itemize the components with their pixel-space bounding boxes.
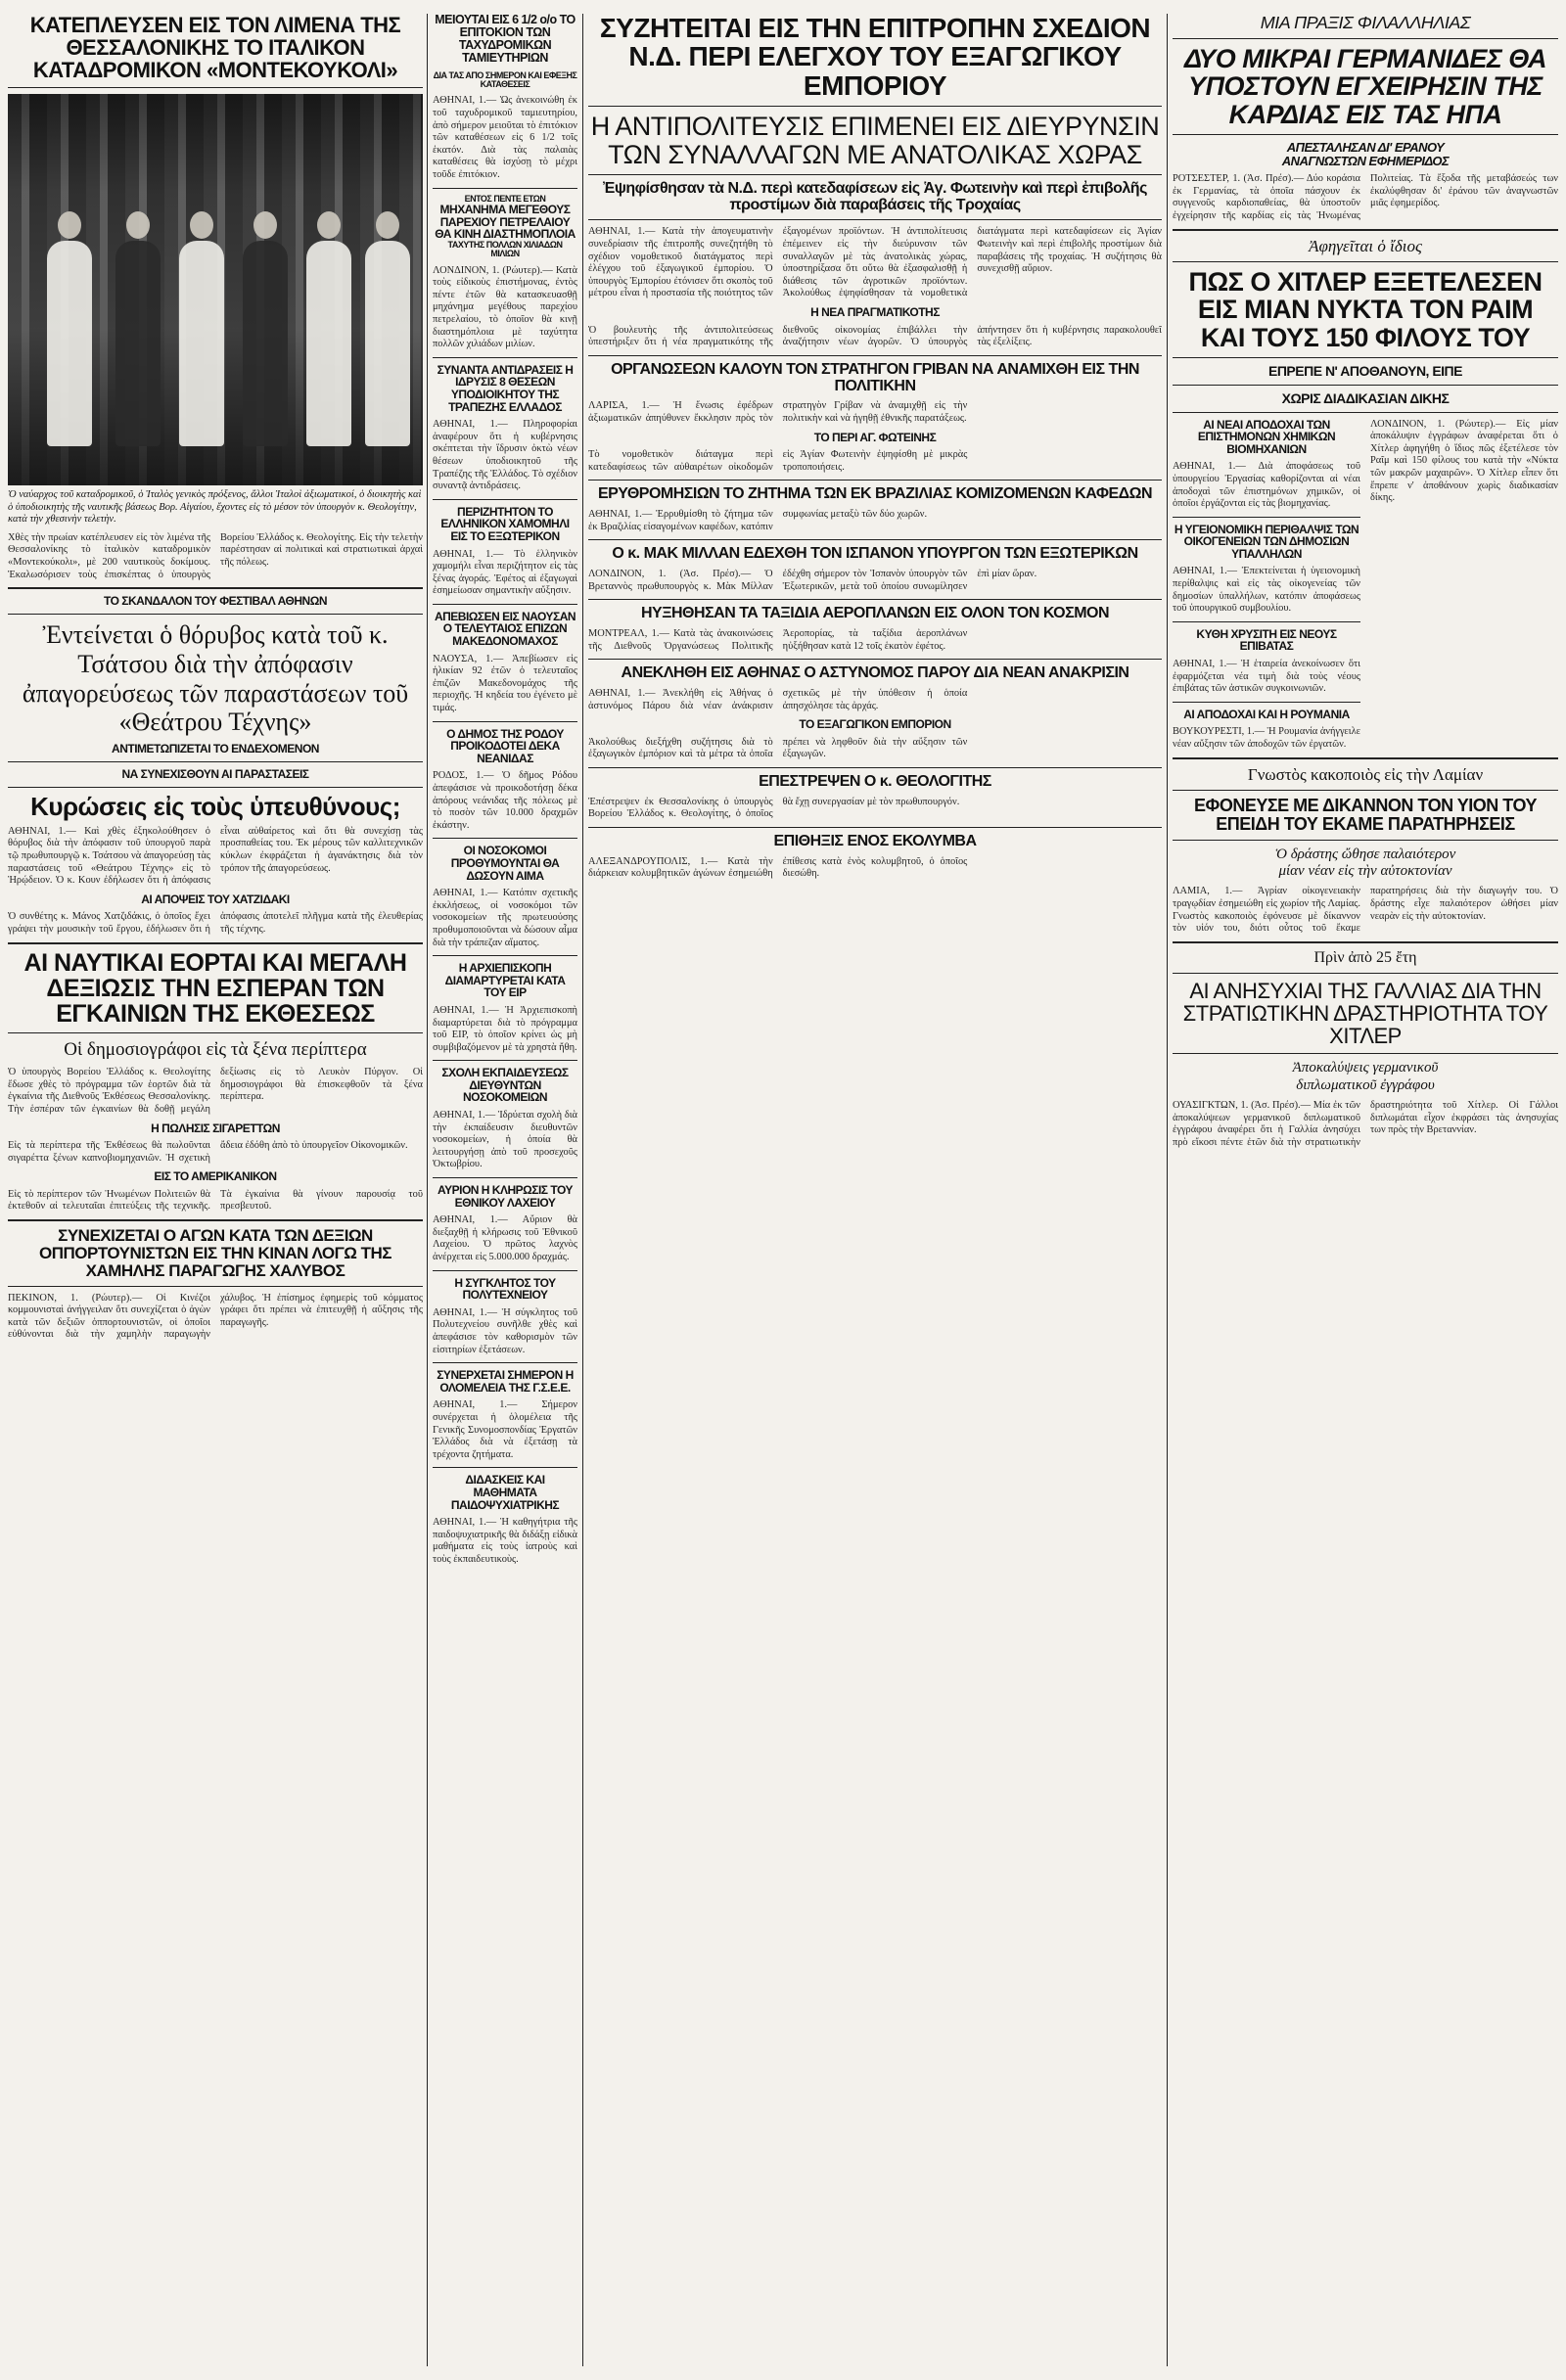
subhead-hadjidakis: ΑΙ ΑΠΟΨΕΙΣ ΤΟΥ ΧΑΤΖΙΔΑΚΙ [141,892,290,906]
subhead: ΤΟ ΕΞΑΓΩΓΙΚΟΝ ΕΜΠΟΡΙΟΝ [799,717,951,732]
headline-tsatsos: Ἐντείνεται ὁ θόρυβος κατὰ τοῦ κ. Τσάτσου διὰ τὴν ἀπόφασιν ἀπαγορεύσεως τῶν παραστάσεων τοῦ «Θεάτρου Τέχνης» [22,619,409,737]
article-text: ΑΘΗΝΑΙ, 1.— Τὸ ἑλληνικὸν χαμομήλι εἶναι περιζήτητον εἰς τὰς ξένας ἀγοράς. Ἐφέτος αἱ ἐξαγωγαὶ ἐσημείωσαν σημαντικὴν αὔξησιν. [433,548,577,597]
headline-health-care: Η ΥΓΕΙΟΝΟΜΙΚΗ ΠΕΡΙΘΑΛΨΙΣ ΤΩΝ ΟΙΚΟΓΕΝΕΙΩΝ ΤΩΝ ΔΗΜΟΣΙΩΝ ΥΠΑΛΛΗΛΩΝ [1174,522,1359,561]
article-text: ΑΘΗΝΑΙ, 1.— Κατὰ τὴν ἀπογευματινὴν συνεδρίασιν τῆς ἐπιτροπῆς συνεζητήθη τὸ σχέδιον νομοθετικοῦ διατάγματος περὶ ἐλέγχου τοῦ ἐξαγωγικοῦ ἐμπορίου. Ὁ ὑπουργὸς Ἐμπορίου ἐτόνισεν ὅτι σκοπὸς τοῦ μέτρου εἶναι ἡ προστασία τῆς ποιότητος τῶν ἐξαγομένων προϊόντων. Ἡ ἀντιπολίτευσις ἐπέμεινεν εἰς τὴν διεύρυνσιν τῶν συναλλαγῶν μὲ τὰς ἀνατολικὰς χώρας, ὑποστηρίξασα ὅτι οὕτω θὰ ἐξασφαλισθῇ ἡ διάθεσις τῶν ἀγροτικῶν προϊόντων. Ἀκολούθως ἐψηφίσθησαν τὰ νομοθετικὰ διατάγματα περὶ κατεδαφίσεων εἰς Ἁγίαν Φωτεινὴν καὶ περὶ ἐπιβολῆς προστίμων διὰ παραβάσεις τῆς τροχαίας. Ἡ συζήτησις θὰ συνεχισθῇ αὔριον. [588,226,1162,299]
headline-hitler-roehm: ΠΩΣ Ο ΧΙΤΛΕΡ ΕΞΕΤΕΛΕΣΕΝ ΕΙΣ ΜΙΑΝ ΝΥΚΤΑ ΤΟΝ ΡΑΙΜ ΚΑΙ ΤΟΥΣ 150 ΦΙΛΟΥΣ ΤΟΥ [1188,267,1543,352]
headline-grivas: ΟΡΓΑΝΩΣΕΩΝ ΚΑΛΟΥΝ ΤΟΝ ΣΤΡΑΤΗΓΟΝ ΓΡΙΒΑΝ ΝΑ ΑΝΑΜΙΧΘΗ ΕΙΣ ΤΗΝ ΠΟΛΙΤΙΚΗΝ [611,360,1139,394]
article-text: ΑΘΗΝΑΙ, 1.— Καὶ χθὲς ἐξηκολούθησεν ὁ θόρυβος διὰ τὴν ἀπόφασιν τοῦ ὑπουργοῦ παρὰ τῷ πρωθυπουργῷ κ. Τσάτσου νὰ ἀπαγορεύσῃ τὰς παραστάσεις τοῦ «Θεάτρου Τέχνης» εἰς τὸ Ἡρῴδειον. Ὁ κ. Κουν ἐδήλωσεν ὅτι ἡ ἀπόφασις εἶναι αὐθαίρετος καὶ ὅτι θὰ συνεχίσῃ τὰς προσπαθείας του. Ἐκ μέρους τῶν καλλιτεχνικῶν κύκλων ἐκφράζεται ἡ ἀγανάκτησις διὰ τὸν τρόπον τῆς ἀπαγορεύσεως. [8,825,423,887]
article-text: Ἀκολούθως διεξήχθη συζήτησις διὰ τὸ ἐξαγωγικὸν ἐμπόριον καὶ τὰ μέτρα τὰ ὁποῖα πρέπει νὰ ληφθοῦν διὰ τὴν αὔξησιν τῶν ἐξαγωγῶν. [588,736,968,760]
subhead: Η ΝΕΑ ΠΡΑΓΜΑΤΙΚΟΤΗΣ [810,305,940,320]
headline-swimmer: ΕΠΙΘΗΞΙΣ ΕΝΟΣ ΕΚΟΛΥΜΒΑ [773,833,977,850]
subhead-american: ΕΙΣ ΤΟ ΑΜΕΡΙΚΑΝΙΚΟΝ [154,1169,277,1184]
article-text: ΑΘΗΝΑΙ, 1.— Πληροφορίαι ἀναφέρουν ὅτι ἡ κυβέρνησις σκέπτεται τὴν ἵδρυσιν ὀκτὼ νέων θέσεων ὑποδιοικητοῦ τῆς Τραπέζης τῆς Ἑλλάδος. Τὸ σχέδιον συναντᾷ ἀντιδράσεις. [433,419,577,492]
article-text: ΑΘΗΝΑΙ, 1.— Κατόπιν σχετικῆς ἐκκλήσεως, οἱ νοσοκόμοι τῶν νοσοκομείων τῆς πρωτευούσης προθυμοποιοῦνται νὰ δώσουν αἷμα διὰ τὴν τράπεζαν αἵματος. [433,888,577,948]
article-text: ΑΘΗΝΑΙ, 1.— Ἡ Ἀρχιεπισκοπὴ διαμαρτύρεται διὰ τὸ πρόγραμμα τοῦ ΕΙΡ, τὸ ὁποῖον κρίνει ὡς μὴ συμβιβαζόμενον μὲ τὰ χρηστὰ ἤθη. [433,1004,577,1053]
article-text: ΑΘΗΝΑΙ, 1.— Ἐπεκτείνεται ἡ ὑγειονομικὴ περίθαλψις καὶ εἰς τὰς οἰκογενείας τῶν δημοσίων ὑπαλλήλων, κατόπιν ἀποφάσεως τοῦ ὑπουργικοῦ συμβουλίου. [1173,566,1360,615]
subhead: ΕΠΡΕΠΕ Ν' ΑΠΟΘΑΝΟΥΝ, ΕΙΠΕ [1267,363,1463,380]
headline-rhodes: Ο ΔΗΜΟΣ ΤΗΣ ΡΟΔΟΥ ΠΡΟΙΚΟΔΟΤΕΙ ΔΕΚΑ ΝΕΑΝΙΔΑΣ [446,726,564,765]
headline-festival: ΤΟ ΣΚΑΝΔΑΛΟΝ ΤΟΥ ΦΕΣΤΙΒΑΛ ΑΘΗΝΩΝ [104,594,327,609]
article-text: Ὁ συνθέτης κ. Μάνος Χατζιδάκις, ὁ ὁποῖος ἔχει γράψει τὴν μουσικὴν τοῦ ἔργου, ἐδήλωσεν ὅτι ἡ ἀπόφασις ἀποτελεῖ πλῆγμα κατὰ τῆς ἐλευθερίας τῆς τέχνης. [8,911,423,935]
article-text: Εἰς τὰ περίπτερα τῆς Ἐκθέσεως θὰ πωλοῦνται σιγαρέττα ξένων καπνοβιομηχανιῶν. Ἡ σχετικὴ ἄδεια ἐδόθη ἀπὸ τὸ ὑπουργεῖον Οἰκονομικῶν. [8,1140,408,1164]
article-text: Ἐπέστρεψεν ἐκ Θεσσαλονίκης ὁ ὑπουργὸς Βορείου Ἑλλάδος κ. Θεολογίτης, ὁ ὁποῖος θὰ ἔχῃ συνεργασίαν μὲ τὸν πρωθυπουργόν. [588,796,960,820]
subhead: ΔΙΑ ΤΑΣ ΑΠΟ ΣΗΜΕΡΟΝ ΚΑΙ ΕΦΕΞΗΣ ΚΑΤΑΘΕΣΕΙΣ [433,69,577,89]
headline-lamia-murder: ΕΦΟΝΕΥΣΕ ΜΕ ΔΙΚΑΝΝΟΝ ΤΟΝ ΥΙΟΝ ΤΟΥ ΕΠΕΙΔΗ ΤΟΥ ΕΚΑΜΕ ΠΑΡΑΤΗΡΗΣΕΙΣ [1194,796,1537,835]
kicker-hitler: Ἀφηγεῖται ὁ ἴδιος [1309,236,1422,255]
headline-decrees: Ἐψηφίσθησαν τὰ Ν.Δ. περὶ κατεδαφίσεων εἰς Ἁγ. Φωτεινὴν καὶ περὶ ἐπιβολῆς προστίμων διὰ παραβάσεις τῆς Τροχαίας [603,179,1147,213]
headline-passengers: ΚΥΘΗ ΧΡΥΣΙΤΗ ΕΙΣ ΝΕΟΥΣ ΕΠΙΒΑΤΑΣ [1196,626,1337,654]
headline-opposition: Η ΑΝΤΙΠΟΛΙΤΕΥΣΙΣ ΕΠΙΜΕΝΕΙ ΕΙΣ ΔΙΕΥΡΥΝΣΙΝ ΤΩΝ ΣΥΝΑΛΛΑΓΩΝ ΜΕ ΑΝΑΤΟΛΙΚΑΣ ΧΩΡΑΣ [590,112,1160,169]
article-text: ΝΑΟΥΣΑ, 1.— Ἀπεβίωσεν εἰς ἡλικίαν 92 ἐτῶν ὁ τελευταῖος ἐπιζῶν Μακεδονομάχος τῆς περιοχῆς. Ἡ κηδεία του ἐγένετο μὲ τιμάς. [433,653,577,714]
article-text: ΟΥΑΣΙΓΚΤΩΝ, 1. (Ἀσ. Πρέσ).— Μία ἐκ τῶν ἀποκαλύψεων γερμανικοῦ διπλωματικοῦ ἐγγράφου ἀναφέρει ὅτι ἡ Γαλλία ἀνησύχει πρὸ εἴκοσι πέντε ἐτῶν διὰ τὴν στρατιωτικὴν δραστηριότητα τοῦ Χίτλερ. Οἱ Γάλλοι διπλωμάται εἶχον ἐκφράσει τὰς ἀνησυχίας των πρὸς τὴν Βρεταννίαν. [1173,1099,1558,1148]
headline-air-travel: ΗΥΞΗΘΗΣΑΝ ΤΑ ΤΑΞΙΔΙΑ ΑΕΡΟΠΛΑΝΩΝ ΕΙΣ ΟΛΟΝ ΤΟΝ ΚΟΣΜΟΝ [640,605,1110,622]
article-text: ΛΟΝΔΙΝΟΝ, 1. (Ρώυτερ).— Κατὰ τοὺς εἰδικοὺς ἐπιστήμονας, ἐντὸς πέντε ἐτῶν θὰ κατασκευασθῇ μηχάνημα μεγέθους παρεχίου πετρελαίου, τὸ ὁποῖον θὰ κινῇ διαστημόπλοια μὲ ταχύτητα πολλῶν χιλιάδων μιλίων. [433,264,577,350]
headline-spaceship: ΜΗΧΑΝΗΜΑ ΜΕΓΕΘΟΥΣ ΠΑΡΕΧΙΟΥ ΠΕΤΡΕΛΑΙΟΥ ΘΑ ΚΙΝΗ ΔΙΑΣΤΗΜΟΠΛΟΙΑ [435,202,576,242]
headline-theologitis: ΕΠΕΣΤΡΕΨΕΝ Ο κ. ΘΕΟΛΟΓΙΤΗΣ [759,773,991,791]
article-text: ΡΟΔΟΣ, 1.— Ὁ δῆμος Ρόδου ἀπεφάσισε νὰ προικοδοτήσῃ δέκα ἀπόρους νεάνιδας τῆς πόλεως μὲ τὸ ποσὸν τῶν 10.000 δραχμῶν ἑκάστην. [433,770,577,831]
article-text: Εἰς τὸ περίπτερον τῶν Ἡνωμένων Πολιτειῶν θὰ ἐκτεθοῦν αἱ τελευταῖαι ἐπιτεύξεις τῆς τεχνικῆς. Τὰ ἐγκαίνια θὰ γίνουν παρουσίᾳ τοῦ πρεσβευτοῦ. [8,1188,423,1213]
headline-bank: ΣΥΝΑΝΤΑ ΑΝΤΙΔΡΑΣΕΙΣ Η ΙΔΡΥΣΙΣ 8 ΘΕΣΕΩΝ ΥΠΟΔΙΟΙΚΗΤΟΥ ΤΗΣ ΤΡΑΠΕΖΗΣ ΕΛΛΑΔΟΣ [437,362,574,414]
photo-ceremony [8,94,423,485]
article-text: ΛΑΜΙΑ, 1.— Ἀγρίαν οἰκογενειακὴν τραγῳδίαν ἐσημειώθη εἰς χωρίον τῆς Λαμίας. Γνωστὸς κακοποιὸς ἐφόνευσε μὲ δίκαννον τὸν υἱόν του, διότι οὗτος τοῦ ἔκαμε παρατηρήσεις διὰ τὴν διαγωγήν του. Ὁ δράστης εἶχε παλαιότερον ὠθήσει μίαν νεαρὰν εἰς τὴν αὐτοκτονίαν. [1173,886,1558,935]
photo-caption: Ὁ ναύαρχος τοῦ καταδρομικοῦ, ὁ Ἰταλὸς γενικὸς πρόξενος, ἄλλοι Ἰταλοὶ ἀξιωματικοί, ὁ διοικητὴς καὶ ὁ ὑποδιοικητὴς τῆς ναυτικῆς βάσεως Βορ. Αἰγαίου, ἔχοντες εἰς τὸ μέσον τὸν ὑπουργὸν κ. Θεολογίτην, κατὰ τὴν χθεσινὴν τελετὴν. [8,489,422,526]
kicker-25-years: Πρὶν ἀπὸ 25 ἔτη [1313,948,1417,966]
subhead-1: ΑΝΤΙΜΕΤΩΠΙΖΕΤΑΙ ΤΟ ΕΝΔΕΧΟΜΕΝΟΝ [112,742,319,756]
headline-paros-police: ΑΝΕΚΛΗΘΗ ΕΙΣ ΑΘΗΝΑΣ Ο ΑΣΤΥΝΟΜΟΣ ΠΑΡΟΥ ΔΙΑ ΝΕΑΝ ΑΝΑΚΡΙΣΙΝ [621,664,1129,682]
subhead: ΧΩΡΙΣ ΔΙΑΔΙΚΑΣΙΑΝ ΔΙΚΗΣ [1281,389,1450,406]
article-text: ΑΘΗΝΑΙ, 1.— Σήμερον συνέρχεται ἡ ὁλομέλεια τῆς Γενικῆς Συνομοσπονδίας Ἐργατῶν Ἑλλάδος διὰ νὰ ἐξετάσῃ τὰ τρέχοντα ζητήματα. [433,1399,577,1460]
headline-naousa: ΑΠΕΒΙΩΣΕΝ ΕΙΣ ΝΑΟΥΣΑΝ Ο ΤΕΛΕΥΤΑΙΟΣ ΕΠΙΖΩΝ ΜΑΚΕΔΟΝΟΜΑΧΟΣ [434,609,576,649]
article-text: Ὁ βουλευτὴς τῆς ἀντιπολιτεύσεως ὑπεστήριξεν ὅτι ἡ νέα πραγματικότης τῆς διεθνοῦς οἰκονομίας ἐπιβάλλει τὴν ἀναζήτησιν νέων ἀγορῶν. Ὁ ὑπουργὸς ἀπήντησεν ὅτι ἡ κυβέρνησις παρακολουθεῖ τὰς ἐξελίξεις. [588,324,1162,348]
article-text: Τὸ νομοθετικὸν διάταγμα περὶ κατεδαφίσεως τῶν αὐθαιρέτων οἰκοδομῶν εἰς Ἁγίαν Φωτεινὴν ἐψηφίσθη μὲ μικρὰς τροποποιήσεις. [588,449,968,473]
article-text: ΑΛΕΞΑΝΔΡΟΥΠΟΛΙΣ, 1.— Κατὰ τὴν διάρκειαν κολυμβητικῶν ἀγώνων ἐσημειώθη ἐπίθεσις κατὰ ἑνὸς κολυμβητοῦ, ὁ ὁποῖος διεσώθη. [588,855,968,880]
kicker-lamia: Γνωστὸς κακοποιὸς εἰς τὴν Λαμίαν [1247,764,1484,784]
headline-china-steel: ΣΥΝΕΧΙΖΕΤΑΙ Ο ΑΓΩΝ ΚΑΤΑ ΤΩΝ ΔΕΞΙΩΝ ΟΠΠΟΡΤΟΥΝΙΣΤΩΝ ΕΙΣ ΤΗΝ ΚΙΝΑΝ ΛΟΓΩ ΤΗΣ ΧΑΜΗΛΗΣ ΠΑΡΑΓΩΓΗΣ ΧΑΛΥΒΟΣ [38,1226,392,1280]
article-text: ΑΘΗΝΑΙ, 1.— Ἡ σύγκλητος τοῦ Πολυτεχνείου συνῆλθε χθὲς καὶ ἀπεφάσισε τὸν καθορισμὸν τῶν εἰσιτηρίων ἐξετάσεων. [433,1306,577,1355]
article-text: ΡΟΤΣΕΣΤΕΡ, 1. (Ἀσ. Πρέσ).— Δύο κοράσια ἐκ Γερμανίας, τὰ ὁποῖα πάσχουν ἐκ συγγενοῦς καρδιοπαθείας, θὰ ὑποστοῦν ἐγχείρησιν τῆς καρδίας εἰς τὰς Ἡνωμένας Πολιτείας. Τὰ ἔξοδα τῆς μεταβάσεώς των ἐκαλύφθησαν δι' ἐράνου τῶν ἀναγνωστῶν μιᾶς ἐφημερίδος. [1173,173,1558,221]
column-2 [433,14,577,2366]
column-1 [8,14,423,2366]
headline-polytechnic: Η ΣΥΓΚΛΗΤΟΣ ΤΟΥ ΠΟΛΥΤΕΧΝΕΙΟΥ [454,1275,556,1303]
headline-romania: ΑΙ ΑΠΟΔΟΧΑΙ ΚΑΙ Η ΡΟΥΜΑΝΙΑ [1183,707,1350,721]
headline-export-control: ΣΥΖΗΤΕΙΤΑΙ ΕΙΣ ΤΗΝ ΕΠΙΤΡΟΠΗΝ ΣΧΕΔΙΟΝ Ν.Δ. ΠΕΡΙ ΕΛΕΓΧΟΥ ΤΟΥ ΕΞΑΓΩΓΙΚΟΥ ΕΜΠΟΡΙΟΥ [599,14,1151,101]
article-text: Χθὲς τὴν πρωίαν κατέπλευσεν εἰς τὸν λιμένα τῆς Θεσσαλονίκης τὸ ἰταλικὸν καταδρομικὸν «Μοντεκούκολι», μὲ 200 ναυτικοὺς δοκίμους. Ἐκαλωσόρισεν τοὺς ἐπισκέπτας ὁ ὑπουργὸς Βορείου Ἑλλάδος κ. Θεολογίτης. Εἰς τὴν τελετὴν παρέστησαν αἱ πολιτικαὶ καὶ στρατιωτικαὶ ἀρχαὶ τῆς πόλεως. [8,531,423,580]
article-text: ΑΘΗΝΑΙ, 1.— Ὡς ἀνεκοινώθη ἐκ τοῦ ταχυδρομικοῦ ταμιευτηρίου, ἀπὸ σήμερον μειοῦται τὸ ἐπιτόκιον τῶν καταθέσεων εἰς 6 1/2 τοῖς ἑκατόν. Διὰ τὰς παλαιὰς καταθέσεις θὰ ἰσχύσῃ τὸ μέχρι τοῦδε ἐπιτόκιον. [433,95,577,180]
subhead: ΤΟ ΠΕΡΙ ΑΓ. ΦΩΤΕΙΝΗΣ [813,430,937,444]
headline-gsee: ΣΥΝΕΡΧΕΤΑΙ ΣΗΜΕΡΟΝ Η ΟΛΟΜΕΛΕΙΑ ΤΗΣ Γ.Σ.Ε.Ε. [437,1368,574,1395]
subhead: ΑΝΑΓΝΩΣΤΩΝ ΕΦΗΜΕΡΙΔΟΣ [1281,153,1450,168]
article-text: Ὁ ὑπουργὸς Βορείου Ἑλλάδος κ. Θεολογίτης ἔδωσε χθὲς τὸ πρόγραμμα τῶν ἑορτῶν διὰ τὰ ἐγκαίνια τῆς Διεθνοῦς Ἐκθέσεως Θεσσαλονίκης. Τὴν ἑσπέραν τῶν ἐγκαινίων θὰ δοθῇ μεγάλη δεξίωσις εἰς τὸ Λευκὸν Πύργον. Οἱ δημοσιογράφοι θὰ ἐπισκεφθοῦν τὰ ξένα περίπτερα. [8,1067,423,1115]
headline-france-hitler: ΑΙ ΑΝΗΣΥΧΙΑΙ ΤΗΣ ΓΑΛΛΙΑΣ ΔΙΑ ΤΗΝ ΣΤΡΑΤΙΩΤΙΚΗΝ ΔΡΑΣΤΗΡΙΟΤΗΤΑ ΤΟΥ ΧΙΤΛΕΡ [1182,979,1548,1049]
headline-chemists: ΑΙ ΝΕΑΙ ΑΠΟΔΟΧΑΙ ΤΩΝ ΕΠΙΣΤΗΜΟΝΩΝ ΧΗΜΙΚΩΝ ΒΙΟΜΗΧΑΝΙΩΝ [1197,417,1336,456]
article-text: ΛΟΝΔΙΝΟΝ, 1. (Ρώυτερ).— Εἰς μίαν ἀποκάλυψιν ἐγγράφων ἀναφέρεται ὅτι ὁ Χίτλερ ἀφηγήθη ὁ ἴδιος πῶς ἐξετέλεσε τὸν Ραῖμ καὶ 150 φίλους του κατὰ τὴν «Νύκτα τῶν μακρῶν μαχαιρῶν». Ὁ Χίτλερ εἶπεν ὅτι ἔπρεπε ν' ἀποθάνουν χωρὶς διαδικασίαν δίκης. [1370,418,1558,504]
article-text: ΑΘΗΝΑΙ, 1.— Ἐρρυθμίσθη τὸ ζήτημα τῶν ἐκ Βραζιλίας εἰσαγομένων καφέδων, κατόπιν συμφωνίας μεταξὺ τῶν δύο χωρῶν. [588,509,928,532]
article-text: ΑΘΗΝΑΙ, 1.— Ἀνεκλήθη εἰς Ἀθήνας ὁ ἀστυνόμος Πάρου διὰ νέαν ἀνάκρισιν σχετικῶς μὲ τὴν ὑπόθεσιν ἡ ὁποία ἀπησχόλησε τὰς ἀρχάς. [588,688,968,711]
headline-nurses: ΟΙ ΝΟΣΟΚΟΜΟΙ ΠΡΟΘΥΜΟΥΝΤΑΙ ΘΑ ΔΩΣΟΥΝ ΑΙΜΑ [450,844,560,883]
headline-sanctions: Κυρώσεις εἰς τοὺς ὑπευθύνους; [30,791,400,821]
article-text: ΑΘΗΝΑΙ, 1.— Αὔριον θὰ διεξαχθῇ ἡ κλήρωσις τοῦ Ἐθνικοῦ Λαχείου. Ὁ πρῶτος λαχνὸς ἀνέρχεται εἰς 5.000.000 δραχμάς. [433,1214,577,1262]
headline-archdiocese: Η ΑΡΧΙΕΠΙΣΚΟΠΗ ΔΙΑΜΑΡΤΥΡΕΤΑΙ ΚΑΤΑ ΤΟΥ ΕΙΡ [444,961,566,1000]
subhead: ΤΑΧΥΤΗΣ ΠΟΛΛΩΝ ΧΙΛΙΑΔΩΝ ΜΙΛΙΩΝ [447,239,563,259]
subhead-cigarettes: Η ΠΩΛΗΣΙΣ ΣΙΓΑΡΕΤΤΩΝ [151,1121,280,1135]
headline-naval-celebrations: ΑΙ ΝΑΥΤΙΚΑΙ ΕΟΡΤΑΙ ΚΑΙ ΜΕΓΑΛΗ ΔΕΞΙΩΣΙΣ ΤΗΝ ΕΣΠΕΡΑΝ ΤΩΝ ΕΓΚΑΙΝΙΩΝ ΤΗΣ ΕΚΘΕΣΕΩΣ [23,948,407,1029]
article-text: ΜΟΝΤΡΕΑΛ, 1.— Κατὰ τὰς ἀνακοινώσεις τῆς Διεθνοῦς Ὀργανώσεως Πολιτικῆς Ἀεροπορίας, τὰ ταξίδια ἀεροπλάνων ηὐξήθησαν κατὰ 12 τοῖς ἑκατὸν ἐφέτος. [588,628,968,652]
headline-chamomile: ΠΕΡΙΖΗΤΗΤΟΝ ΤΟ ΕΛΛΗΝΙΚΟΝ ΧΑΜΟΜΗΛΙ ΕΙΣ ΤΟ ΕΞΩΤΕΡΙΚΟΝ [440,504,570,543]
column-3 [588,14,1162,2366]
headline-montecuccoli: ΚΑΤΕΠΛΕΥΣΕΝ ΕΙΣ ΤΟΝ ΛΙΜΕΝΑ ΤΗΣ ΘΕΣΣΑΛΟΝΙΚΗΣ ΤΟ ΙΤΑΛΙΚΟΝ ΚΑΤΑΔΡΟΜΙΚΟΝ «ΜΟΝΤΕΚΟΥΚΟΛΙ» [29,14,401,83]
subhead: Ἀποκαλύψεις γερμανικοῦ [1292,1060,1439,1076]
headline-german-girls: ΔΥΟ ΜΙΚΡΑΙ ΓΕΡΜΑΝΙΔΕΣ ΘΑ ΥΠΟΣΤΟΥΝ ΕΓΧΕΙΡΗΣΙΝ ΤΗΣ ΚΑΡΔΙΑΣ ΕΙΣ ΤΑΣ ΗΠΑ [1183,43,1547,129]
subhead: ΑΠΕΣΤΑΛΗΣΑΝ ΔΙ' ΕΡΑΝΟΥ [1286,139,1445,155]
article-text: ΑΘΗΝΑΙ, 1.— Διὰ ἀποφάσεως τοῦ ὑπουργείου Ἐργασίας καθορίζονται αἱ νέαι ἀποδοχαὶ τῶν ἐπιστημόνων χημικῶν, οἱ ὁποῖοι ἐργάζονται εἰς τὰς βιομηχανίας. [1173,461,1360,510]
column-4 [1173,14,1558,2366]
subhead: διπλωματικοῦ ἐγγράφου [1296,1076,1435,1093]
headline-hospital-school: ΣΧΟΛΗ ΕΚΠΑΙΔΕΥΣΕΩΣ ΔΙΕΥΘΥΝΤΩΝ ΝΟΣΟΚΟΜΕΙΩΝ [441,1066,569,1105]
headline-macmillan: Ο κ. ΜΑΚ ΜΙΛΛΑΝ ΕΔΕΧΘΗ ΤΟΝ ΙΣΠΑΝΟΝ ΥΠΟΥΡΓΟΝ ΤΩΝ ΕΞΩΤΕΡΙΚΩΝ [612,545,1138,563]
headline-journalists: Οἱ δημοσιογράφοι εἰς τὰ ξένα περίπτερα [64,1039,367,1061]
subhead: Ὁ δράστης ὤθησε παλαιότερον [1274,846,1456,862]
kicker-philanthropy: ΜΙΑ ΠΡΑΞΙΣ ΦΙΛΑΛΛΗΛΙΑΣ [1260,14,1471,32]
article-text: ΑΘΗΝΑΙ, 1.— Ἱδρύεται σχολὴ διὰ τὴν ἐκπαίδευσιν διευθυντῶν νοσοκομείων, ἡ ὁποία θὰ λειτουργήσῃ ἀπὸ τοῦ προσεχοῦς Ὀκτωβρίου. [433,1110,577,1170]
article-text: ΑΘΗΝΑΙ, 1.— Ἡ ἑταιρεία ἀνεκοίνωσεν ὅτι ἐφαρμόζεται νέα τιμὴ διὰ τοὺς νέους ἐπιβάτας τῶν ἀστικῶν συγκοινωνιῶν. [1173,659,1360,695]
article-text: ΑΘΗΝΑΙ, 1.— Ἡ καθηγήτρια τῆς παιδοψυχιατρικῆς θὰ διδάξῃ εἰδικὰ μαθήματα εἰς τοὺς ἰατροὺς καὶ τοὺς ἐκπαιδευτικοὺς. [433,1517,577,1565]
headline-brazil-coffee: ΕΡΥΘΡΟΜΗΣΙΩΝ ΤΟ ΖΗΤΗΜΑ ΤΩΝ ΕΚ ΒΡΑΖΙΛΙΑΣ ΚΟΜΙΖΟΜΕΝΩΝ ΚΑΦΕΔΩΝ [597,485,1153,503]
headline-savings-rate: ΜΕΙΟΥΤΑΙ ΕΙΣ 6 1/2 ο/ο ΤΟ ΕΠΙΤΟΚΙΟΝ ΤΩΝ ΤΑΧΥΔΡΟΜΙΚΩΝ ΤΑΜΙΕΥΤΗΡΙΩΝ [435,14,576,66]
article-text: ΛΑΡΙΣΑ, 1.— Ἡ ἕνωσις ἐφέδρων ἀξιωματικῶν ἀπηύθυνεν ἔκκλησιν πρὸς τὸν στρατηγὸν Γρίβαν νὰ ἀναμιχθῇ εἰς τὴν πολιτικὴν καὶ νὰ ἡγηθῇ ἐθνικῆς παρατάξεως. [588,400,968,424]
article-text: ΒΟΥΚΟΥΡΕΣΤΙ, 1.— Ἡ Ρουμανία ἀνήγγειλε νέαν αὔξησιν τῶν ἀποδοχῶν τῶν ἐργατῶν. [1173,726,1360,750]
subhead-2: ΝΑ ΣΥΝΕΧΙΣΘΟΥΝ ΑΙ ΠΑΡΑΣΤΑΣΕΙΣ [121,766,309,781]
headline-lottery: ΑΥΡΙΟΝ Η ΚΛΗΡΩΣΙΣ ΤΟΥ ΕΘΝΙΚΟΥ ΛΑΧΕΙΟΥ [438,1183,573,1210]
kicker: ΕΝΤΟΣ ΠΕΝΤΕ ΕΤΩΝ [464,193,546,204]
article-text: ΠΕΚΙΝΟΝ, 1. (Ρώυτερ).— Οἱ Κινέζοι κομμουνισταὶ ἀνήγγειλαν ὅτι συνεχίζεται ὁ ἀγὼν κατὰ τῶν δεξιῶν ὀππορτουνιστῶν, οἱ ὁποῖοι εὐθύνονται διὰ τὴν χαμηλὴν παραγωγὴν χάλυβος. Ἡ ἐπίσημος ἐφημερὶς τοῦ κόμματος γράφει ὅτι πρέπει νὰ ἐπιτευχθῇ ἡ αὔξησις τῆς παραγωγῆς. [8,1292,423,1341]
article-text: ΛΟΝΔΙΝΟΝ, 1. (Ἀσ. Πρέσ).— Ὁ Βρεταννὸς πρωθυπουργὸς κ. Μὰκ Μίλλαν ἐδέχθη σήμερον τὸν Ἱσπανὸν ὑπουργὸν τῶν Ἐξωτερικῶν, μετὰ τοῦ ὁποίου συνωμίλησεν ἐπὶ μίαν ὥραν. [588,569,1037,592]
subhead: μίαν νέαν εἰς τὴν αὐτοκτονίαν [1278,863,1452,880]
headline-psychiatry: ΔΙΔΑΣΚΕΙΣ ΚΑΙ ΜΑΘΗΜΑΤΑ ΠΑΙΔΟΨΥΧΙΑΤΡΙΚΗΣ [450,1473,560,1512]
